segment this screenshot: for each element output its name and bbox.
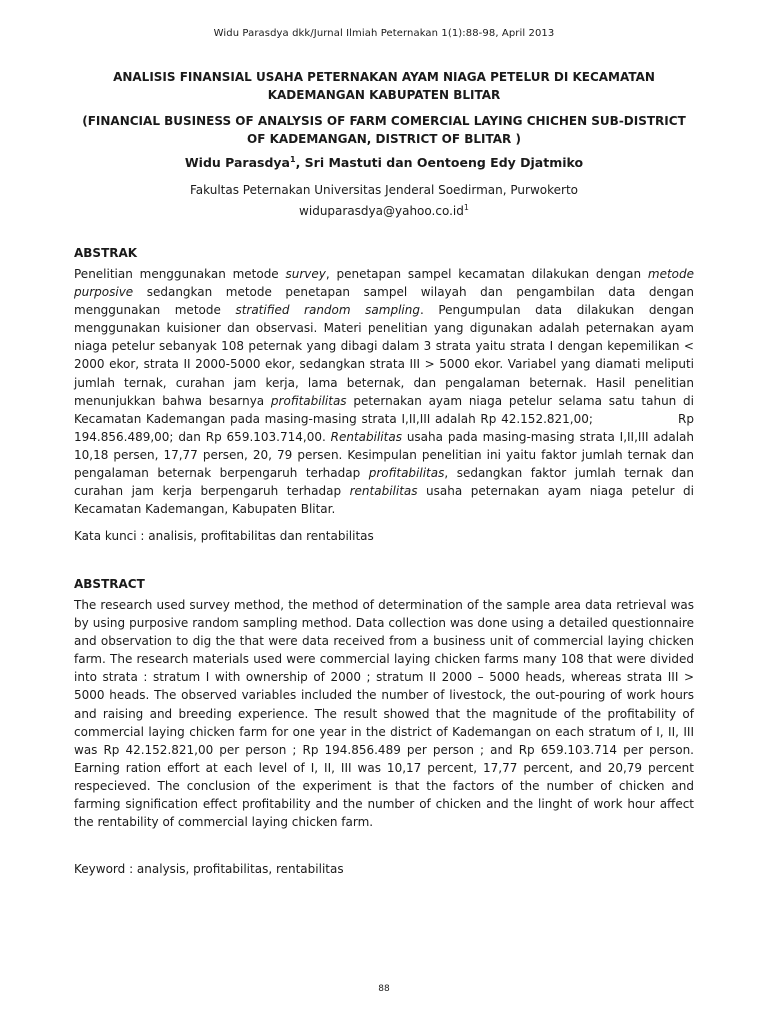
abstrak-italic-term: Rentabilitas [330, 429, 402, 444]
page-number: 88 [378, 984, 390, 994]
abstrak-text: . Pengumpulan data dilakukan dengan menggunakan kuisioner dan observasi. Materi penelitian yang digunakan adalah peternakan ayam niaga petelur sebanyak 108 peternak yang dibagi dalam 3 strata yaitu strata I dengan kepemilikan < 2000 ekor, strata II 2000-5000 ekor, sedangkan strata III > 5000 ekor. Variabel yang diamati meliputi jumlah ternak, curahan jam kerja, lama beternak, dan pengalaman beternak. Hasil penelitian menunjukkan bahwa besarnya [74, 303, 694, 408]
abstrak-italic-term: profitabilitas [270, 393, 347, 408]
abstrak-text: peternakan ayam niaga petelur selama satu tahun di Kecamatan Kademangan pada masing-masing strata I,II,III adalah Rp 42.152.821,00; Rp 194.856.489,00; dan Rp 659.103.714,00. [74, 393, 698, 444]
abstract-section [74, 577, 694, 831]
abstrak-body [74, 265, 698, 518]
abstrak-section [74, 246, 698, 518]
abstrak-italic-term: rentabilitas [349, 484, 418, 499]
abstrak-text: usaha peternakan ayam niaga petelur di Kecamatan Kademangan, Kabupaten Blitar. [74, 484, 694, 517]
abstract-heading: ABSTRACT [74, 577, 145, 591]
abstrak-text: , penetapan sampel kecamatan dilakukan dengan [325, 267, 648, 281]
other-authors: , Sri Mastuti dan Oentoeng Edy Djatmiko [295, 155, 584, 171]
abstrak-heading: ABSTRAK [74, 246, 138, 260]
institution: Fakultas Peternakan Universitas Jenderal Soedirman, Purwokerto [190, 183, 578, 197]
keyword-text: Keyword : analysis, profitabilitas, rentabilitas [74, 862, 344, 876]
first-author: Widu Parasdya [184, 155, 290, 171]
abstrak-italic-term: profitabilitas [368, 466, 445, 481]
email-line [0, 199, 768, 220]
keyword-line [74, 862, 694, 876]
author-list [0, 155, 768, 170]
abstrak-italic-term: metode purposive [74, 267, 695, 300]
email-affiliation-mark: 1 [463, 203, 469, 212]
running-header: Widu Parasdya dkk/Jurnal Ilmiah Peternakan 1(1):88-98, April 2013 [213, 28, 555, 39]
abstrak-italic-term: survey [285, 267, 326, 281]
abstrak-text: , sedangkan faktor jumlah ternak dan curahan jam kerja berpengaruh terhadap [74, 466, 695, 499]
title-english: (FINANCIAL BUSINESS OF ANALYSIS OF FARM COMERCIAL LAYING CHICHEN SUB-DISTRICT OF KADEMANGAN, DISTRICT OF BLITAR ) [82, 114, 686, 146]
author-affiliation-mark: 1 [290, 155, 296, 164]
abstrak-text: sedangkan metode penetapan sampel wilayah dan pengambilan data dengan menggunakan metode [74, 285, 694, 318]
abstrak-text: usaha pada masing-masing strata I,II,III adalah 10,18 persen, 17,77 persen, 20, 79 persen. Kesimpulan penelitian ini yaitu faktor jumlah ternak dan pengalaman beternak berpengaruh terhadap [74, 429, 694, 481]
abstrak-italic-term: stratified random sampling [235, 303, 420, 318]
title-indonesian: ANALISIS FINANSIAL USAHA PETERNAKAN AYAM NIAGA PETELUR DI KECAMATAN KADEMANGAN KABUPATEN BLITAR [113, 70, 655, 102]
author-email: widuparasdya@yahoo.co.id [299, 204, 464, 218]
affiliation-block [0, 181, 768, 220]
abstract-body: The research used survey method, the method of determination of the sample area data retrieval was by using purposive random sampling method. Data collection was done using a detailed questionnaire and observation to dig the that were data received from a business unit of commercial laying chicken farm. The research materials used were commercial laying chicken farms many 108 that were divided into strata : stratum I with ownership of 2000 ; stratum II 2000 – 5000 heads, whereas strata III > 5000 heads. The observed variables included the number of livestock, the out-pouring of work hours and raising and breeding experience. The result showed that the magnitude of the profitability of commercial laying chicken farm for one year in the district of Kademangan on each stratum of I, II, III was Rp 42.152.821,00 per person ; Rp 194.856.489 per person ; and Rp 659.103.714 per person. Earning ration effort at each level of I, II, III was 10,17 percent, 17,77 percent, and 20,79 percent respecieved. The conclusion of the experiment is that the factors of the number of chicken and farming signification effect profitability and the number of chicken and the linght of work hour affect the rentability of commercial laying chicken farm. [74, 598, 694, 830]
abstrak-text: Penelitian menggunakan metode [74, 267, 286, 281]
kata-kunci-text: Kata kunci : analisis, profitabilitas dan rentabilitas [74, 529, 374, 543]
kata-kunci [74, 529, 694, 543]
